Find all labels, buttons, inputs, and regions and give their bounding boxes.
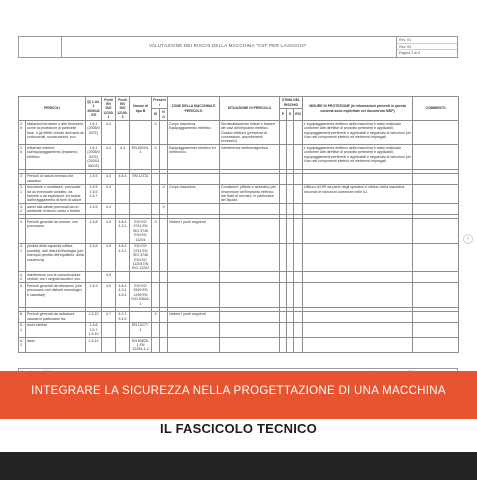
cell-no: X <box>160 204 168 215</box>
cell-p2: 4.8.4 4.3.1 <box>116 219 130 243</box>
cell-pericolo: Pericoli generati da vibrazioni (che provocano vari disturbi neurologici e vascolari) <box>26 283 86 307</box>
cell-situazione <box>220 173 280 184</box>
cell-p <box>280 219 287 243</box>
cell-norme: EN ISO 5349 EN 1299 EN ISO 20643-1 <box>131 283 150 306</box>
cell-si <box>152 173 160 184</box>
cell-n: 2.6 <box>19 145 26 169</box>
cell-ref: 1.5.5 1.5.6 1.5.7 <box>86 184 102 204</box>
cell-no <box>160 272 168 283</box>
cell-s <box>287 219 294 243</box>
cell-commento <box>413 322 459 337</box>
col-p: P <box>280 109 287 121</box>
table-row <box>19 272 459 283</box>
cell-norme <box>130 311 152 322</box>
cell-p <box>280 204 287 215</box>
cell-zone <box>168 337 220 352</box>
cell-p2: 4.2.1 5.4.5 <box>116 311 130 322</box>
cell-commento <box>413 272 459 283</box>
cell-zone <box>168 272 220 283</box>
cell-no: X <box>160 184 168 204</box>
col-si: SI <box>152 109 160 121</box>
document-title: VALUTAZIONE DEI RISCHI DELLA MACCHINA "CSF PER LAVAGGIO" <box>148 43 308 48</box>
cell-norme: EN ISO 3741 EN ISO 3746 EN ISO 11204 EN ISO 11202 <box>130 243 152 272</box>
cell-s <box>287 184 294 204</box>
cell-p1: 4.6 <box>102 283 116 307</box>
cell-p2 <box>116 121 130 145</box>
document-meta <box>396 37 457 57</box>
cell-zone <box>168 283 220 307</box>
cell-pericolo: bruciature o scottature, provocate da un eventuale contatto, da fiamme o da esplosioni, ed anche dall'irraggiamento di fonti di calore <box>26 184 86 204</box>
cell-situazione <box>220 272 280 283</box>
cell-p2 <box>116 322 130 337</box>
cell-commento <box>413 145 459 169</box>
cell-commento <box>413 219 459 243</box>
cell-ref: 1.5.8 <box>86 243 102 272</box>
cell-p <box>280 243 287 272</box>
table-row <box>19 121 459 145</box>
cell-esi <box>294 311 303 322</box>
cell-p <box>280 272 287 283</box>
cell-pericolo: perdita della capacità uditiva (sordità), altri disturbi fisiologici (per esempio perdita dell'equilibrio, della coscienza) <box>26 243 86 272</box>
cell-situazione <box>220 337 280 352</box>
cell-esi <box>294 219 303 243</box>
chevron-right-icon[interactable]: › <box>463 234 473 244</box>
cell-zone: Corpo macchina. Equipaggiamento elettrico. <box>168 121 220 145</box>
cell-n: 4.1 <box>19 243 26 272</box>
cell-situazione <box>220 243 280 272</box>
cell-esi <box>294 121 303 145</box>
cell-p2 <box>116 204 130 215</box>
col-commento: COMMENTO <box>413 97 459 121</box>
cell-no <box>160 337 168 352</box>
cell-situazione: Interferenza elettromagnetica <box>220 145 280 169</box>
cell-no <box>160 121 168 145</box>
cell-esi <box>294 173 303 184</box>
cell-commento <box>413 204 459 215</box>
table-row <box>19 219 459 243</box>
cell-ref: 1.5.1 (2006/95/CE) (2004/108/CE) <box>87 146 100 168</box>
meta-rev: Rev. 01 <box>397 37 457 44</box>
cell-zone: Vedere i punti seguenti <box>168 311 220 322</box>
cell-situazione: Surriscaldamento iniziali o fusione dei cavi dell'impianto elettrico. Guasto elettrico (presenza di connessioni, assorbimenti eccessivi) <box>220 121 280 145</box>
col-no: NO <box>160 109 168 121</box>
cell-s <box>287 173 294 184</box>
cell-p <box>280 173 287 184</box>
document-header <box>18 36 458 58</box>
col-zone: ZONE DELLA MACCHINA E PERICOLO <box>168 97 220 121</box>
cell-p2 <box>116 337 130 352</box>
table-row <box>19 322 459 337</box>
col-esi: ESI <box>294 109 303 121</box>
cell-s <box>287 204 294 215</box>
cell-zone <box>168 204 220 215</box>
cell-p2 <box>116 184 130 204</box>
cell-p <box>280 145 287 169</box>
risk-table-body <box>19 121 459 353</box>
cell-n: 6.2 <box>19 337 26 352</box>
cell-p1 <box>102 337 116 352</box>
cell-p1: 4.5 <box>102 219 116 243</box>
cell-norme: EN 60204-1 <box>130 145 152 169</box>
cell-p <box>280 311 287 322</box>
cell-misure <box>303 173 413 184</box>
cell-s <box>287 311 294 322</box>
cell-p1: 4.5 <box>102 243 116 272</box>
cell-s <box>287 121 294 145</box>
cell-no <box>160 173 168 184</box>
cell-p1: 4.3 <box>102 145 116 169</box>
cell-p1: 4.5 <box>102 272 116 283</box>
cell-si <box>152 243 160 272</box>
cell-norme <box>130 204 152 215</box>
cell-ref: 1.5.8 <box>86 219 102 243</box>
cell-situazione <box>220 283 280 307</box>
cell-situazione <box>220 219 280 243</box>
cell-misure <box>303 272 413 283</box>
cell-pericolo: interferenze con le comunicazioni verbali, con i segnali acustici, ecc. <box>26 272 86 283</box>
cell-no <box>160 311 168 322</box>
cell-no <box>160 322 168 337</box>
col-norme: Norme di tipo B <box>130 97 152 121</box>
cell-n: 4 <box>19 219 26 243</box>
cell-n: 3 <box>19 173 26 184</box>
col-stima: STIMA DEL RISCHIO <box>280 97 303 109</box>
meta-page: Pagina 2 di 6 <box>399 51 420 56</box>
cell-p1 <box>102 322 116 337</box>
banner-orange-band <box>0 371 477 419</box>
cell-s <box>287 322 294 337</box>
cell-s <box>287 272 294 283</box>
cell-n: 3.2 <box>19 204 26 215</box>
cell-p <box>280 283 287 307</box>
table-row <box>19 337 459 352</box>
cell-esi <box>294 322 303 337</box>
cell-norme: EN 13732 <box>130 173 152 184</box>
table-row <box>19 243 459 272</box>
cell-esi <box>294 272 303 283</box>
cell-misure: L'equipaggiamento elettrico della macchina è stato realizzato conforme alle direttive di prodotto pertinenti e applicabili; equipaggiamenti pertinenti e applicabili e seguendo le istruzioni per l'uso dei componenti elettrici ed elettronici impiegati. <box>303 121 413 145</box>
col-misure: MISURE DI PROTEZIONE (le informazioni presenti in questa colonna sono esplicitate nel documento MDP) <box>303 97 413 121</box>
cell-esi <box>294 243 303 272</box>
cell-zone <box>168 173 220 184</box>
cell-zone <box>168 322 220 337</box>
cell-n: 5 <box>19 283 26 307</box>
cell-pericolo: danni alla salute provocati da un ambiente di lavoro caldo o freddo <box>26 204 86 215</box>
banner-subtitle: INTEGRARE LA SICUREZZA NELLA PROGETTAZIONE DI UNA MACCHINA <box>31 385 446 397</box>
cell-si <box>152 322 160 337</box>
cell-zone: Vedere i punti seguenti <box>168 219 220 243</box>
cell-no <box>160 283 168 307</box>
cell-ref: 1.5.5 <box>86 173 102 184</box>
table-row <box>19 283 459 307</box>
cell-n: 3.1 <box>19 184 26 204</box>
col-ref: §§ 1 All. 1 2006/42/CE <box>86 97 102 121</box>
table-row <box>19 184 459 204</box>
cell-p1: 4.4 <box>102 184 116 204</box>
company-logo <box>19 37 62 57</box>
cell-ref: 1.5.6 1.5.7 1.5.10 <box>86 322 102 337</box>
col-s: S <box>287 109 294 121</box>
cell-si <box>152 204 160 215</box>
cell-s <box>287 145 294 169</box>
cell-p <box>280 184 287 204</box>
cell-misure: L'equipaggiamento elettrico della macchina è stato realizzato conforme alle direttive di prodotto pertinenti e applicabili; equipaggiamenti pertinenti e applicabili e seguendo le istruzioni per l'uso dei componenti elettrici ed elettronici impiegati. <box>303 145 413 169</box>
cell-commento <box>413 311 459 322</box>
cell-si <box>152 337 160 352</box>
cell-pericolo: influenze esterne sull'equipaggiamento (impianto) elettrico <box>26 145 86 169</box>
cell-n: 6.1 <box>19 322 26 337</box>
cell-misure <box>303 311 413 322</box>
cell-pericolo: archi elettrici <box>26 322 86 337</box>
cell-p1: 4.4 <box>102 173 116 184</box>
cell-esi <box>294 337 303 352</box>
cell-si: X <box>152 145 160 169</box>
cell-norme <box>130 121 152 145</box>
cell-pericolo: Pericoli di natura termica che causano: <box>26 173 86 184</box>
cell-commento <box>413 283 459 307</box>
cell-ref: 1.5.5 <box>86 204 102 215</box>
cell-si <box>152 184 160 204</box>
cell-commento <box>413 121 459 145</box>
cell-misure <box>303 322 413 337</box>
cell-situazione <box>220 322 280 337</box>
cell-p2: 4.8.4 <box>116 173 130 184</box>
cell-pericolo: radiazioni termiche o altri fenomeni, come la proiezione di particelle fuse, o gli effetti chimici derivanti da cortocircuiti, sovraccarichi, ecc. <box>26 121 86 145</box>
cell-zone <box>168 243 220 272</box>
cell-p2: 4.4 <box>116 145 130 169</box>
cell-si <box>152 283 160 307</box>
col-p2: Punti EN ISO 12100-2 <box>117 97 128 120</box>
banner-dark-band <box>0 452 477 480</box>
cell-p1: 4.3 <box>102 121 116 145</box>
cell-pericolo: laser <box>26 337 86 352</box>
cell-zone: Corpo macchina. <box>168 184 220 204</box>
col-pericoli: PERICOLI <box>19 97 86 121</box>
cell-pericolo: Pericoli generati da radiazioni, causati in particolare da: <box>26 311 86 322</box>
table-header-row <box>19 97 459 109</box>
cell-commento <box>413 243 459 272</box>
table-row <box>19 173 459 184</box>
cell-p <box>280 337 287 352</box>
cell-ref: 1.5.10 <box>86 311 102 322</box>
cell-situazione <box>220 204 280 215</box>
cell-ref: 1.5.9 <box>86 283 102 307</box>
table-row <box>19 145 459 169</box>
cell-misure <box>303 219 413 243</box>
cell-misure <box>303 283 413 307</box>
col-situazioni: SITUAZIONE DI PERICOLO <box>220 97 280 121</box>
cell-p2: 4.8.4 4.3.1 4.8.4 <box>116 283 130 307</box>
cell-p1: 4.4 <box>102 204 116 215</box>
cell-misure: Utilizzo di DPI da parte degli operatori e utilizzo della macchina secondo le istruzioni contenute nelle IU. <box>303 184 413 204</box>
cell-p <box>280 322 287 337</box>
cell-misure <box>303 204 413 215</box>
cell-si <box>152 272 160 283</box>
cell-n: 4.2 <box>19 272 26 283</box>
cell-p <box>280 121 287 145</box>
cell-si: X <box>152 311 160 322</box>
cell-no <box>160 219 168 243</box>
cell-misure <box>303 243 413 272</box>
cell-commento <box>413 184 459 204</box>
cell-n: 6 <box>19 311 26 322</box>
cell-situazione: Condizioni: (difetto e azionato) per l'inserzione dell'impianto elettrico dai fluidi di servizio; in particolare del liquido. <box>220 184 280 204</box>
cell-ref: 1.5.12 <box>86 337 102 352</box>
cell-esi <box>294 283 303 307</box>
cell-zone: Equipaggiamento elettrico ed elettronico. <box>168 145 220 169</box>
cell-pericolo: Pericoli generati da rumore, che provocano: <box>26 219 86 243</box>
col-p1: Punti EN ISO 12100-1 <box>103 97 114 120</box>
banner-title: IL FASCICOLO TECNICO <box>160 421 317 436</box>
col-presenti: Presenti <box>152 97 168 109</box>
promo-banner <box>0 371 477 480</box>
cell-norme <box>130 272 152 283</box>
cell-si: X <box>152 121 160 145</box>
cell-esi <box>294 184 303 204</box>
cell-no <box>160 145 168 169</box>
cell-norme: EN ISO 3741 EN ISO 3746 EN ISO 11204 <box>130 219 152 243</box>
cell-misure <box>303 337 413 352</box>
cell-p2: 4.8.4 4.3.1 <box>116 243 130 272</box>
table-row <box>19 204 459 215</box>
risk-table <box>18 96 459 353</box>
cell-esi <box>294 204 303 215</box>
cell-s <box>287 283 294 307</box>
cell-no <box>160 243 168 272</box>
cell-commento <box>413 337 459 352</box>
cell-norme: EN 12277-1 <box>130 322 152 337</box>
meta-rev-prev: Rev. 00 <box>397 44 457 51</box>
table-row <box>19 311 459 322</box>
cell-s <box>287 337 294 352</box>
cell-s <box>287 243 294 272</box>
cell-situazione <box>220 311 280 322</box>
cell-p1: 4.7 <box>102 311 116 322</box>
cell-commento <box>413 173 459 184</box>
cell-norme: EN 60825-1 EN 12254-1-2 <box>130 337 152 352</box>
cell-ref: 1.5.1 (2006/95/CE) <box>86 121 102 145</box>
cell-norme <box>130 184 152 204</box>
cell-ref <box>86 272 102 283</box>
cell-n: 2.5 <box>19 121 26 145</box>
cell-esi <box>294 145 303 169</box>
cell-si: X <box>152 219 160 243</box>
cell-p2 <box>116 272 130 283</box>
document-sheet <box>14 34 462 390</box>
